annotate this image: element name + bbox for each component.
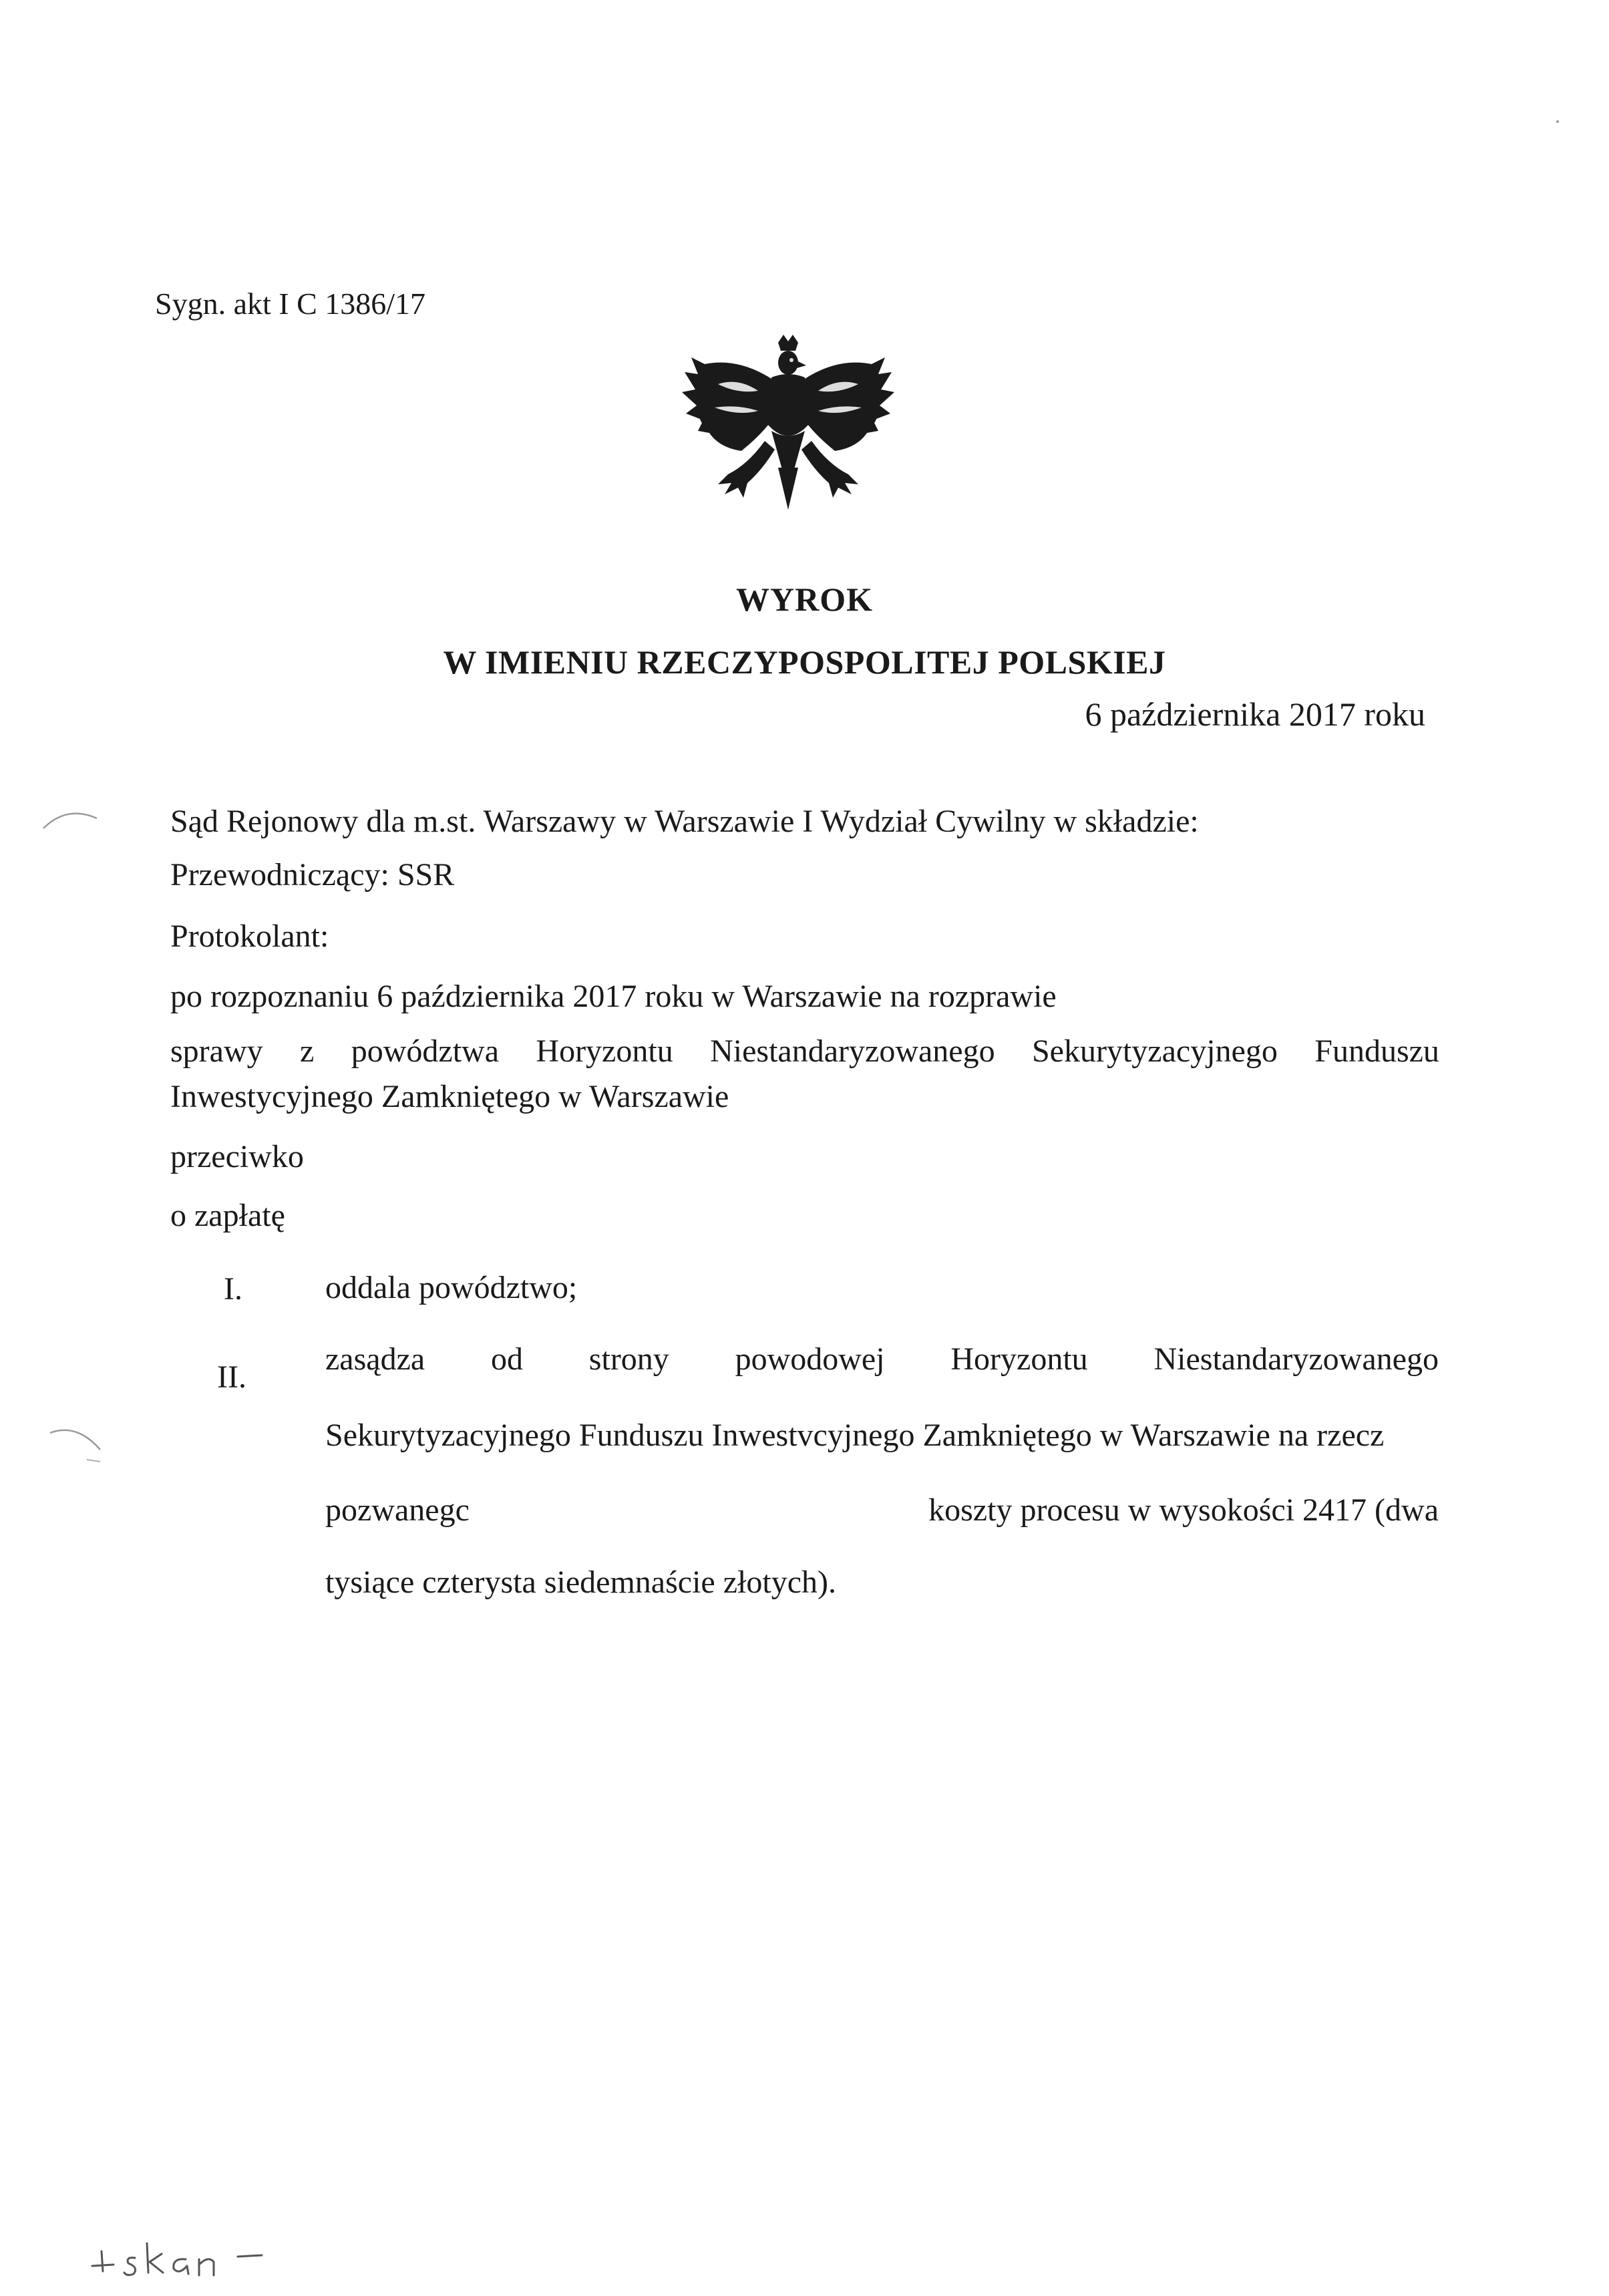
document-subtitle: W IMIENIU RZECZYPOSPOLITEJ POLSKIEJ xyxy=(443,643,1166,681)
case-description xyxy=(170,1029,1439,1120)
case-word: sprawy xyxy=(170,1033,263,1069)
against-line: przeciwko xyxy=(170,1139,304,1174)
hearing-line: po rozpoznaniu 6 października 2017 roku w Warszawie na rozprawie xyxy=(170,979,1057,1014)
presiding-judge: Przewodniczący: SSR xyxy=(170,857,455,892)
point-1-number: I. xyxy=(224,1271,242,1307)
point-2-word: Horyzontu xyxy=(950,1341,1088,1377)
handwritten-scan-note xyxy=(87,2231,281,2285)
court-recorder: Protokolant: xyxy=(170,919,329,954)
subject-line: o zapłatę xyxy=(170,1198,285,1233)
point-2-word: Niestandaryzowanego xyxy=(1153,1341,1439,1377)
point-2-word: zasądza xyxy=(325,1341,425,1377)
case-word: powództwa xyxy=(351,1033,500,1069)
point-2-word: powodowej xyxy=(735,1341,885,1377)
document-title: WYROK xyxy=(736,581,873,618)
case-reference: Sygn. akt I C 1386/17 xyxy=(155,287,426,321)
point-2-line-3-left: pozwanegc xyxy=(325,1492,470,1528)
judgment-date: 6 października 2017 roku xyxy=(1085,695,1425,733)
point-2-line-1 xyxy=(325,1336,1439,1383)
court-composition: Sąd Rejonowy dla m.st. Warszawy w Warszawie I Wydział Cywilny w składzie: xyxy=(170,804,1199,839)
case-line-2: Inwestycyjnego Zamkniętego w Warszawie xyxy=(170,1079,729,1114)
punch-hole-mark-icon xyxy=(40,805,100,832)
polish-eagle-emblem-icon xyxy=(678,331,898,538)
point-2-number: II. xyxy=(217,1359,246,1395)
case-word: Horyzontu xyxy=(536,1033,673,1069)
case-word: Sekurytyzacyjnego xyxy=(1031,1033,1278,1069)
punch-hole-mark-icon xyxy=(47,1423,107,1463)
case-word: z xyxy=(300,1033,315,1069)
point-2-line-3-right: koszty procesu w wysokości 2417 (dwa xyxy=(928,1492,1439,1528)
point-2-word: od xyxy=(491,1341,523,1377)
point-2-text xyxy=(325,1336,1439,1606)
point-2-line-3 xyxy=(325,1487,1439,1534)
case-word: Niestandaryzowanego xyxy=(710,1033,995,1069)
point-2-line-2: Sekurytyzacyjnego Funduszu Inwestvcyjnego Zamkniętego w Warszawie na rzecz xyxy=(325,1418,1385,1453)
point-2-line-4: tysiące czterysta siedemnaście złotych). xyxy=(325,1565,836,1600)
scan-speck xyxy=(1556,120,1559,123)
case-word: Funduszu xyxy=(1314,1033,1439,1069)
case-line-1 xyxy=(170,1029,1439,1074)
point-1-text: oddala powództwo; xyxy=(325,1270,578,1305)
point-2-word: strony xyxy=(588,1341,669,1377)
